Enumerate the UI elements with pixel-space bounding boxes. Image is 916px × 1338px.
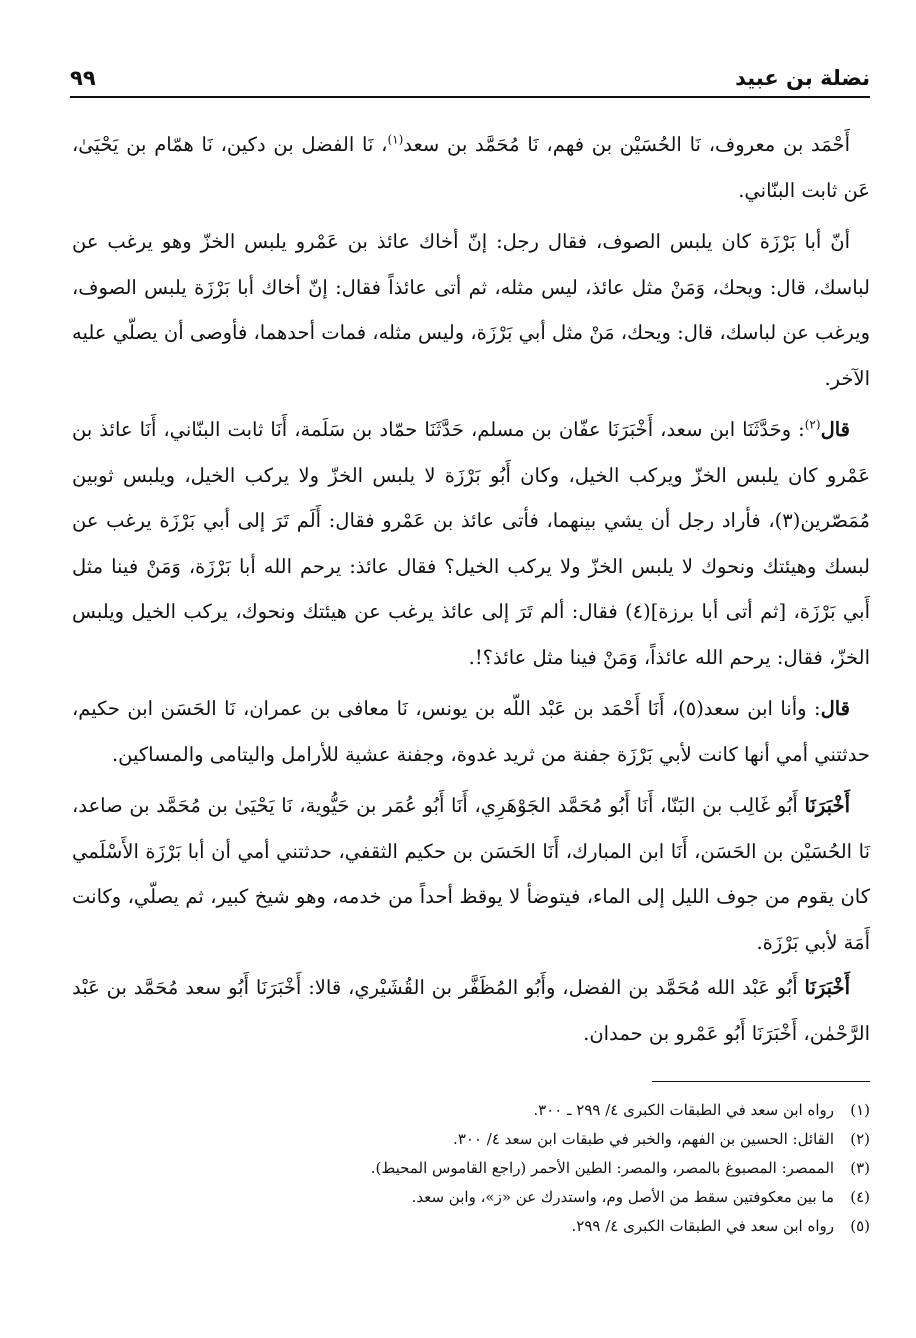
footnote-ref: (٢): [804, 417, 821, 432]
paragraph-text: أَبُو غَالِب بن البَنّا، أَنَا أَبُو مُحَمَّد الجَوْهَرِي، أَنَا أَبُو عُمَر بن حَيُّوية، نَا يَحْيَىٰ بن مُحَمَّد بن صاعد، نَا الحُسَيْن بن الحَسَن، أَنَا ابن المبارك، أَنَا الحَسَن بن حكيم الثقفي، حدثتني أمي أن أبا بَرْزَة الأَسْلَمي كان يقوم من جوف الليل إلى الماء، فيتوضأ لا يوقظ أحداً من خدمه، وهو شيخ كبير، ثم يصلّي، وكانت أَمَة لأبي بَرْزَة.: [72, 794, 870, 954]
page-header: [70, 56, 870, 98]
footnote-number: (٤): [850, 1188, 870, 1206]
paragraph-lead: أَخْبَرَنَا: [804, 976, 850, 999]
paragraph: [72, 122, 870, 213]
footnote-text: رواه ابن سعد في الطبقات الكبرى ٤/ ٢٩٩ ـ ٣٠٠.: [533, 1101, 834, 1119]
footnote-ref: (١): [387, 132, 404, 147]
paragraph: [72, 965, 870, 1056]
paragraph: [72, 407, 870, 680]
main-text: [72, 122, 870, 1056]
footnote-number: (١): [850, 1101, 870, 1119]
footnote-text: ما بين معكوفتين سقط من الأصل وم، واستدرك عن «ز»، وابن سعد.: [411, 1188, 834, 1206]
footnote-text: رواه ابن سعد في الطبقات الكبرى ٤/ ٢٩٩.: [571, 1217, 834, 1235]
footnotes: [72, 1096, 870, 1241]
paragraph-lead: قال: [820, 697, 850, 720]
footnote-text: الممصر: المصبوغ بالمصر، والمصر: الطين الأحمر (راجع القاموس المحيط).: [370, 1159, 834, 1177]
paragraph: [72, 783, 870, 965]
paragraph-lead: قال: [820, 418, 850, 441]
footnote-number: (٣): [850, 1159, 870, 1177]
paragraph-text: أنّ أبا بَرْزَة كان يلبس الصوف، فقال رجل: إنّ أخاك عائذ بن عَمْرو يلبس الخزّ وهو يرغب عن لباسك، قال: ويحك، وَمَنْ مثل عائذ، ليس مثله، ثم أتى عائذاً فقال: إنّ أخاك أبا بَرْزَة يلبس الصوف، ويرغب عن لباسك، قال: ويحك، مَنْ مثل أبي بَرْزَة، وليس مثله، فمات أحدهما، فأوصى أن يصلّي عليه الآخر.: [72, 230, 870, 390]
footnote-item: [72, 1183, 870, 1212]
paragraph-text: : وحَدَّثَنَا ابن سعد، أَخْبَرَنَا عفّان بن مسلم، حَدَّثَنَا حمّاد بن سَلَمة، أَنَا ثابت البنّاني، أَنَا عائذ بن عَمْرو كان يلبس الخزّ ويركب الخيل، وكان أَبُو بَرْزَة لا يلبس الخزّ ولا يركب الخيل، ويلبس ثوبين مُمَصّرين(٣)، فأراد رجل أن يشي بينهما، فأتى عائذ بن عَمْرو فقال: أَلَم تَرَ إلى أبي بَرْزَة يرغب عن لبسك وهيئتك ونحوك لا يلبس الخزّ ولا يركب الخيل؟ فقال عائذ: يرحم الله أبا بَرْزَة، وَمَنْ فينا مثل أَبي بَرْزَة، [ثم أتى أبا برزة](٤) فقال: ألم تَرَ إلى عائذ يرغب عن هيئتك ونحوك، يركب الخيل ويلبس الخزّ، فقال: يرحم الله عائذاً، وَمَنْ فينا مثل عائذ؟!.: [72, 418, 871, 669]
footnote-number: (٥): [850, 1217, 870, 1235]
running-title: نضلة بن عبيد: [735, 66, 870, 90]
paragraph-text: : وأنا ابن سعد(٥)، أَنَا أَحْمَد بن عَبْد اللّه بن يونس، نَا معافى بن عمران، نَا الحَسَن ابن حكيم، حدثتني أمي أنها كانت لأبي بَرْزَة جفنة من ثريد غدوة، وجفنة عشية للأرامل واليتامى والمساكين.: [72, 697, 870, 766]
footnote-number: (٢): [850, 1130, 870, 1148]
footnote-item: [72, 1212, 870, 1241]
footnote-item: [72, 1125, 870, 1154]
paragraph: [72, 686, 870, 777]
paragraph-text: أَحْمَد بن معروف، نَا الحُسَيْن بن فهم، نَا مُحَمَّد بن سعد: [403, 133, 850, 156]
footnote-item: [72, 1096, 870, 1125]
paragraph: [72, 219, 870, 401]
footnote-divider: [652, 1081, 870, 1082]
paragraph-text: أَبُو عَبْد الله مُحَمَّد بن الفضل، وأَبُو المُظَفَّر بن القُشَيْري، قالا: أَخْبَرَنَا أَبُو سعد مُحَمَّد بن عَبْد الرَّحْمٰن، أَخْبَرَنَا أَبُو عَمْرو بن حمدان.: [72, 976, 870, 1045]
paragraph-lead: أَخْبَرَنَا: [804, 794, 850, 817]
footnote-text: القائل: الحسين بن الفهم، والخبر في طبقات ابن سعد ٤/ ٣٠٠.: [453, 1130, 834, 1148]
paragraph-text-continued: ، نَا الفضل بن دكين، نَا همّام بن يَحْيَىٰ، عَن ثابت البنّاني.: [72, 133, 870, 202]
page-number: ٩٩: [70, 66, 96, 90]
footnote-item: [72, 1154, 870, 1183]
